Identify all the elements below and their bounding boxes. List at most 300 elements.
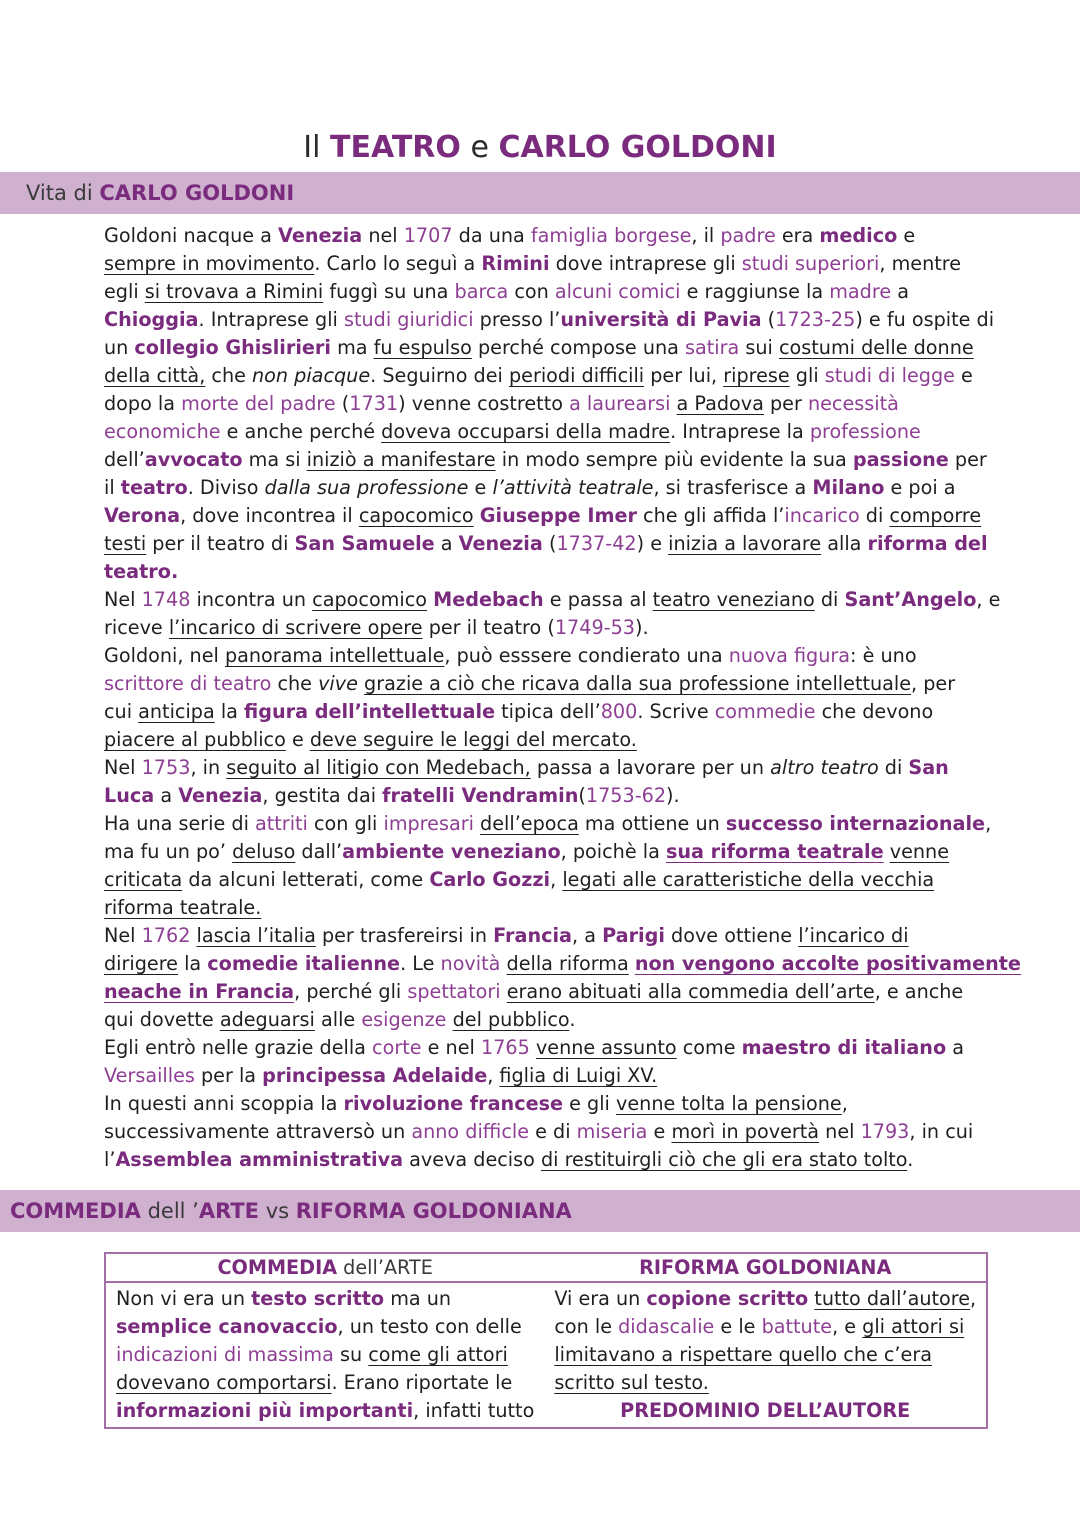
header-arte: dell’ARTE <box>337 1256 433 1279</box>
text-segment: maestro di italiano <box>741 1036 947 1059</box>
text-segment: , <box>841 1092 848 1115</box>
text-segment: morte del padre <box>181 392 336 415</box>
paragraph-line <box>104 614 984 642</box>
text-segment: . <box>907 1148 914 1171</box>
text-segment: Egli entrò nelle grazie della <box>104 1036 373 1059</box>
paragraph-line <box>104 306 995 334</box>
text-segment: sua riforma teatrale <box>665 840 884 863</box>
text-segment: morì in povertà <box>671 1120 820 1143</box>
paragraph-line <box>104 250 984 278</box>
text-segment: e poi a <box>884 476 956 499</box>
text-segment: , e <box>832 1315 863 1338</box>
text-segment: e <box>468 476 493 499</box>
text-segment: capocomico <box>312 588 427 611</box>
text-segment: e passa al <box>543 588 653 611</box>
text-segment: , poichè la <box>560 840 666 863</box>
text-segment: , dove incontrea il <box>180 504 359 527</box>
text-segment: Giuseppe Imer <box>479 504 637 527</box>
text-segment: 1793 <box>860 1120 910 1143</box>
commedia-arte-line <box>116 1313 534 1341</box>
paragraph-line <box>104 978 984 1006</box>
text-segment: . Seguirno dei <box>370 364 509 387</box>
text-segment: copione scritto <box>646 1287 809 1310</box>
text-segment: dopo la <box>104 392 182 415</box>
text-segment: incarico <box>784 504 860 527</box>
text-segment: l’attività teatrale <box>492 476 654 499</box>
text-segment: , gestita dai <box>262 784 383 807</box>
paragraph-line <box>104 810 992 838</box>
paragraph-line <box>104 866 984 894</box>
text-segment: , può esssere condierato una <box>444 644 729 667</box>
text-segment: padre <box>720 224 776 247</box>
text-segment: teatro veneziano <box>652 588 815 611</box>
text-segment: . Intraprese gli <box>198 308 344 331</box>
text-segment: come <box>676 1036 742 1059</box>
text-segment: principessa Adelaide <box>262 1064 488 1087</box>
text-segment: ( <box>335 392 350 415</box>
text-segment: a Padova <box>676 392 764 415</box>
text-segment: testo scritto <box>251 1287 385 1310</box>
paragraph-line <box>104 1146 984 1174</box>
text-segment: 1707 <box>403 224 453 247</box>
text-segment: lascia l’italia <box>196 924 316 947</box>
text-segment: , <box>487 1064 500 1087</box>
text-segment: Chioggia <box>104 308 199 331</box>
text-segment: alle <box>314 1008 362 1031</box>
header-commedia-arte <box>105 1253 544 1282</box>
text-segment: , il <box>691 224 721 247</box>
section1-accent: CARLO GOLDONI <box>99 181 295 205</box>
paragraph-line <box>104 474 984 502</box>
text-segment: vive <box>318 672 358 695</box>
page-title <box>0 128 1080 168</box>
text-segment: Goldoni, nel <box>104 644 225 667</box>
text-segment: alla <box>821 532 868 555</box>
text-segment: per la <box>194 1064 263 1087</box>
text-segment: di <box>814 588 845 611</box>
riforma-line <box>554 1341 976 1369</box>
predominio-autore: PREDOMINIO DELL’AUTORE <box>620 1399 911 1422</box>
text-segment: teatro. <box>104 560 179 583</box>
text-segment: anticipa <box>138 700 215 723</box>
text-segment: fuggì su una <box>323 280 455 303</box>
comparison-body-row <box>105 1282 987 1428</box>
text-segment: necessità <box>807 392 899 415</box>
paragraph-line <box>104 390 984 418</box>
text-segment: Parigi <box>602 924 665 947</box>
text-segment: . Intraprese la <box>670 420 810 443</box>
text-segment: . Le <box>400 952 441 975</box>
text-segment: , <box>970 1287 977 1310</box>
text-segment: Verona <box>104 504 181 527</box>
paragraph-line <box>104 278 984 306</box>
text-segment: nuova figura <box>728 644 851 667</box>
text-segment: presso l’ <box>473 308 561 331</box>
text-segment: 1753-62 <box>585 784 667 807</box>
text-segment: non piacque <box>252 364 371 387</box>
text-segment: attriti <box>255 812 308 835</box>
cell-commedia-arte <box>105 1282 544 1428</box>
text-segment: scritto sul testo. <box>554 1371 709 1394</box>
text-segment: università di Pavia <box>560 308 762 331</box>
paragraph-line <box>104 894 984 922</box>
text-segment: . <box>569 1008 576 1031</box>
text-segment: 1748 <box>141 588 191 611</box>
text-segment: tipica dell’ <box>495 700 601 723</box>
text-segment: Venezia <box>278 224 363 247</box>
text-segment: a laurearsi <box>569 392 671 415</box>
text-segment: , infatti tutto <box>413 1399 535 1422</box>
text-segment: comporre <box>889 504 982 527</box>
text-segment: della città, <box>104 364 206 387</box>
text-segment: panorama intellettuale <box>224 644 445 667</box>
text-segment: legati alle caratteristiche della vecchia <box>562 868 935 891</box>
paragraph-line <box>104 1062 984 1090</box>
text-segment: 1749-53 <box>554 616 635 639</box>
title-name: CARLO GOLDONI <box>498 130 777 165</box>
text-segment: per il teatro ( <box>422 616 555 639</box>
text-segment: un <box>104 336 135 359</box>
paragraph-line <box>104 502 984 530</box>
text-segment: a <box>946 1036 964 1059</box>
text-segment: semplice canovaccio <box>116 1315 338 1338</box>
text-segment: , a <box>572 924 603 947</box>
text-segment: Nel <box>104 924 142 947</box>
text-segment: rivoluzione francese <box>343 1092 564 1115</box>
title-prefix: Il <box>303 130 330 165</box>
text-segment: informazioni più importanti <box>116 1399 414 1422</box>
paragraph-line <box>104 922 984 950</box>
commedia-arte-line <box>116 1397 534 1425</box>
text-segment: la <box>214 700 245 723</box>
section-header-comparison-text <box>10 1190 572 1232</box>
text-segment: corte <box>372 1036 422 1059</box>
text-segment: alcuni comici <box>554 280 681 303</box>
text-segment: altro teatro <box>770 756 879 779</box>
paragraph-line <box>104 222 984 250</box>
text-segment: con gli <box>307 812 384 835</box>
text-segment: : è uno <box>850 644 917 667</box>
paragraph-line <box>104 642 984 670</box>
text-segment: ma ottiene un <box>578 812 726 835</box>
text-segment: e raggiunse la <box>680 280 830 303</box>
text-segment: capocomico <box>358 504 474 527</box>
text-segment: comedie italienne <box>207 952 401 975</box>
text-segment: e anche perché <box>220 420 382 443</box>
text-segment: Ha una serie di <box>104 812 255 835</box>
section2-riforma: RIFORMA GOLDONIANA <box>295 1199 572 1223</box>
text-segment: neache in Francia <box>104 980 295 1003</box>
text-segment: riceve <box>104 616 169 639</box>
comparison-header-row <box>105 1253 987 1282</box>
text-segment: anno difficle <box>411 1120 530 1143</box>
text-segment: venne assunto <box>535 1036 677 1059</box>
text-segment: . Diviso <box>187 476 265 499</box>
text-segment: e gli <box>563 1092 616 1115</box>
text-segment: inizia a lavorare <box>668 532 822 555</box>
text-segment: Luca <box>104 784 155 807</box>
text-segment: ) e <box>636 532 669 555</box>
text-segment: iniziò a manifestare <box>306 448 496 471</box>
text-segment: grazie a ciò che ricava dalla sua professione intellettuale <box>364 672 912 695</box>
text-segment: il <box>104 476 121 499</box>
text-segment: gli <box>789 364 825 387</box>
text-segment: passa a lavorare per un <box>530 756 771 779</box>
section2-vs: vs <box>259 1199 296 1223</box>
text-segment: dove ottiene <box>664 924 799 947</box>
text-segment: e di <box>529 1120 577 1143</box>
paragraph-line <box>104 698 984 726</box>
text-segment: dall’ <box>295 840 343 863</box>
text-segment: , si trasferisce a <box>653 476 813 499</box>
paragraph-line <box>104 418 984 446</box>
text-segment: egli <box>104 280 145 303</box>
text-segment: che <box>271 672 319 695</box>
text-segment: collegio Ghislirieri <box>134 336 331 359</box>
header-riforma: RIFORMA GOLDONIANA <box>639 1256 892 1279</box>
text-segment: Medebach <box>433 588 544 611</box>
text-segment: per <box>948 448 987 471</box>
text-segment: in modo sempre più evidente la sua <box>495 448 853 471</box>
text-segment: venne <box>889 840 950 863</box>
riforma-line <box>554 1369 976 1397</box>
text-segment: piacere al pubblico <box>104 728 286 751</box>
paragraph-line <box>104 362 984 390</box>
text-segment: Rimini <box>481 252 550 275</box>
header-riforma-goldoniana <box>544 1253 987 1282</box>
text-segment: ma fu un po’ <box>104 840 233 863</box>
text-segment: satira <box>685 336 740 359</box>
text-segment: , in cui <box>909 1120 974 1143</box>
text-segment: era <box>775 224 820 247</box>
text-segment: Francia <box>493 924 573 947</box>
text-segment: e <box>954 364 973 387</box>
biography-text <box>104 222 1021 1174</box>
text-segment: commedie <box>714 700 816 723</box>
text-segment: avvocato <box>144 448 243 471</box>
text-segment: Nel <box>104 756 142 779</box>
text-segment: fratelli Vendramin <box>382 784 579 807</box>
text-segment: studi di legge <box>824 364 955 387</box>
section-header-vita <box>0 172 1080 214</box>
comparison-table <box>104 1252 988 1429</box>
text-segment: successo internazionale <box>725 812 986 835</box>
text-segment: qui dovette <box>104 1008 220 1031</box>
text-segment: , <box>550 868 563 891</box>
text-segment: con <box>508 280 555 303</box>
text-segment: ma un <box>384 1287 452 1310</box>
text-segment: criticata <box>104 868 183 891</box>
text-segment: costumi delle donne <box>778 336 974 359</box>
text-segment: famiglia borgese <box>530 224 692 247</box>
cell-riforma-goldoniana <box>544 1282 987 1428</box>
text-segment: dell’epoca <box>480 812 579 835</box>
text-segment: Milano <box>812 476 885 499</box>
text-segment: . Erano riportate le <box>331 1371 513 1394</box>
paragraph-line <box>104 586 1001 614</box>
paragraph-line <box>104 726 984 754</box>
text-segment: di <box>878 756 909 779</box>
commedia-arte-line <box>116 1341 534 1369</box>
text-segment: Sant’Angelo <box>844 588 977 611</box>
text-segment: per lui, <box>644 364 724 387</box>
text-segment: ma <box>330 336 374 359</box>
text-segment: che devono <box>815 700 934 723</box>
text-segment: 1765 <box>480 1036 530 1059</box>
text-segment: novità <box>440 952 501 975</box>
text-segment: per il teatro di <box>146 532 295 555</box>
text-segment: 1737-42 <box>556 532 637 555</box>
text-segment: si trovava a Rimini <box>144 280 324 303</box>
text-segment: ). <box>666 784 680 807</box>
text-segment: ). <box>635 616 649 639</box>
paragraph-line <box>104 670 984 698</box>
text-segment: sempre in movimento <box>104 252 315 275</box>
text-segment: figura dell’intellettuale <box>244 700 496 723</box>
text-segment: Versailles <box>104 1064 195 1087</box>
text-segment: professione <box>809 420 921 443</box>
section2-arte: ARTE <box>198 1199 260 1223</box>
text-segment: aveva deciso <box>403 1148 541 1171</box>
text-segment: con le <box>554 1315 619 1338</box>
text-segment: deve seguire le leggi del mercato. <box>309 728 637 751</box>
title-teatro: TEATRO <box>330 130 461 165</box>
text-segment: testi <box>104 532 147 555</box>
text-segment: In questi anni scoppia la <box>104 1092 344 1115</box>
text-segment: Goldoni nacque a <box>104 224 279 247</box>
text-segment: , un testo con delle <box>337 1315 522 1338</box>
text-segment: seguito al litigio con Medebach, <box>226 756 531 779</box>
text-segment: di restituirgli ciò che gli era stato tolto <box>540 1148 908 1171</box>
text-segment: studi superiori <box>741 252 880 275</box>
text-segment: , per <box>911 672 956 695</box>
text-segment: dirigere <box>104 952 178 975</box>
text-segment: successivamente attraversò un <box>104 1120 412 1143</box>
text-segment: su <box>333 1343 369 1366</box>
text-segment: impresari <box>383 812 474 835</box>
riforma-line <box>554 1285 976 1313</box>
text-segment: che gli affida l’ <box>636 504 785 527</box>
text-segment: a <box>891 280 909 303</box>
text-segment: , in <box>190 756 227 779</box>
text-segment: l’incarico di scrivere opere <box>168 616 423 639</box>
text-segment: 1762 <box>141 924 191 947</box>
paragraph-line <box>104 1090 984 1118</box>
text-segment: e nel <box>421 1036 481 1059</box>
paragraph-line <box>104 838 984 866</box>
text-segment: miseria <box>576 1120 648 1143</box>
paragraph-line <box>104 754 984 782</box>
text-segment: fu espulso <box>373 336 472 359</box>
text-segment: madre <box>829 280 892 303</box>
text-segment: 1723-25 <box>775 308 856 331</box>
text-segment: erano abituati alla commedia dell’arte <box>506 980 875 1003</box>
text-segment: nel <box>362 224 404 247</box>
text-segment: teatro <box>120 476 188 499</box>
commedia-arte-line <box>116 1369 534 1397</box>
text-segment: , perché gli <box>294 980 408 1003</box>
paragraph-line <box>104 782 984 810</box>
riforma-line <box>554 1313 976 1341</box>
section-header-comparison <box>0 1190 1080 1232</box>
text-segment: riforma del <box>867 532 988 555</box>
text-segment: . Carlo lo seguì a <box>314 252 482 275</box>
text-segment: a <box>434 532 459 555</box>
text-segment: nel <box>819 1120 861 1143</box>
paragraph-line <box>104 1118 984 1146</box>
text-segment: perché compose una <box>471 336 686 359</box>
text-segment: adeguarsi <box>219 1008 315 1031</box>
text-segment: Assemblea amministrativa <box>115 1148 404 1171</box>
text-segment: non vengono accolte positivamente <box>634 952 1021 975</box>
paragraph-line <box>104 530 988 558</box>
text-segment: la <box>178 952 208 975</box>
text-segment: spettatori <box>407 980 501 1003</box>
text-segment: dovevano comportarsi <box>116 1371 332 1394</box>
text-segment: ma si <box>242 448 307 471</box>
text-segment: periodi difficili <box>508 364 645 387</box>
text-segment: 1753 <box>141 756 191 779</box>
text-segment: ambiente veneziano <box>342 840 561 863</box>
paragraph-line <box>104 1006 984 1034</box>
text-segment: , mentre <box>879 252 962 275</box>
text-segment: dove intraprese gli <box>549 252 742 275</box>
text-segment: deluso <box>232 840 296 863</box>
text-segment: indicazioni di massima <box>116 1343 334 1366</box>
text-segment: Venezia <box>178 784 263 807</box>
text-segment: e le <box>714 1315 762 1338</box>
text-segment: studi giuridici <box>343 308 474 331</box>
text-segment: , e anche <box>874 980 964 1003</box>
text-segment: 800 <box>600 700 638 723</box>
text-segment: da una <box>452 224 531 247</box>
text-segment: che <box>205 364 253 387</box>
text-segment: esigenze <box>361 1008 447 1031</box>
text-segment: del pubblico <box>452 1008 570 1031</box>
text-segment: ( <box>542 532 557 555</box>
text-segment: di <box>859 504 890 527</box>
title-conjunction: e <box>460 130 499 165</box>
text-segment: ( <box>578 784 586 807</box>
text-segment: ( <box>761 308 776 331</box>
paragraph-line <box>104 950 1021 978</box>
text-segment: tutto dall’autore <box>814 1287 971 1310</box>
paragraph-line <box>104 334 984 362</box>
text-segment: San <box>908 756 949 779</box>
text-segment: 1731 <box>349 392 399 415</box>
text-segment: . Scrive <box>637 700 715 723</box>
text-segment: figlia di Luigi XV. <box>499 1064 658 1087</box>
header-commedia: COMMEDIA <box>217 1256 338 1279</box>
text-segment: Carlo Gozzi <box>429 868 551 891</box>
text-segment: gli attori si <box>862 1315 965 1338</box>
text-segment: dell’ <box>104 448 145 471</box>
text-segment: limitavano a rispettare quello che c’era <box>554 1343 932 1366</box>
section-header-vita-text <box>26 172 294 214</box>
text-segment: e <box>285 728 310 751</box>
text-segment: e <box>647 1120 672 1143</box>
text-segment: da alcuni letterati, come <box>182 868 430 891</box>
paragraph-line <box>104 1034 984 1062</box>
text-segment: per <box>763 392 808 415</box>
text-segment: l’ <box>104 1148 116 1171</box>
text-segment: ) e fu ospite di <box>855 308 995 331</box>
text-segment: Nel <box>104 588 142 611</box>
text-segment: Vi era un <box>554 1287 647 1310</box>
text-segment: passione <box>852 448 949 471</box>
text-segment: della riforma <box>506 952 629 975</box>
text-segment: l’incarico di <box>798 924 909 947</box>
